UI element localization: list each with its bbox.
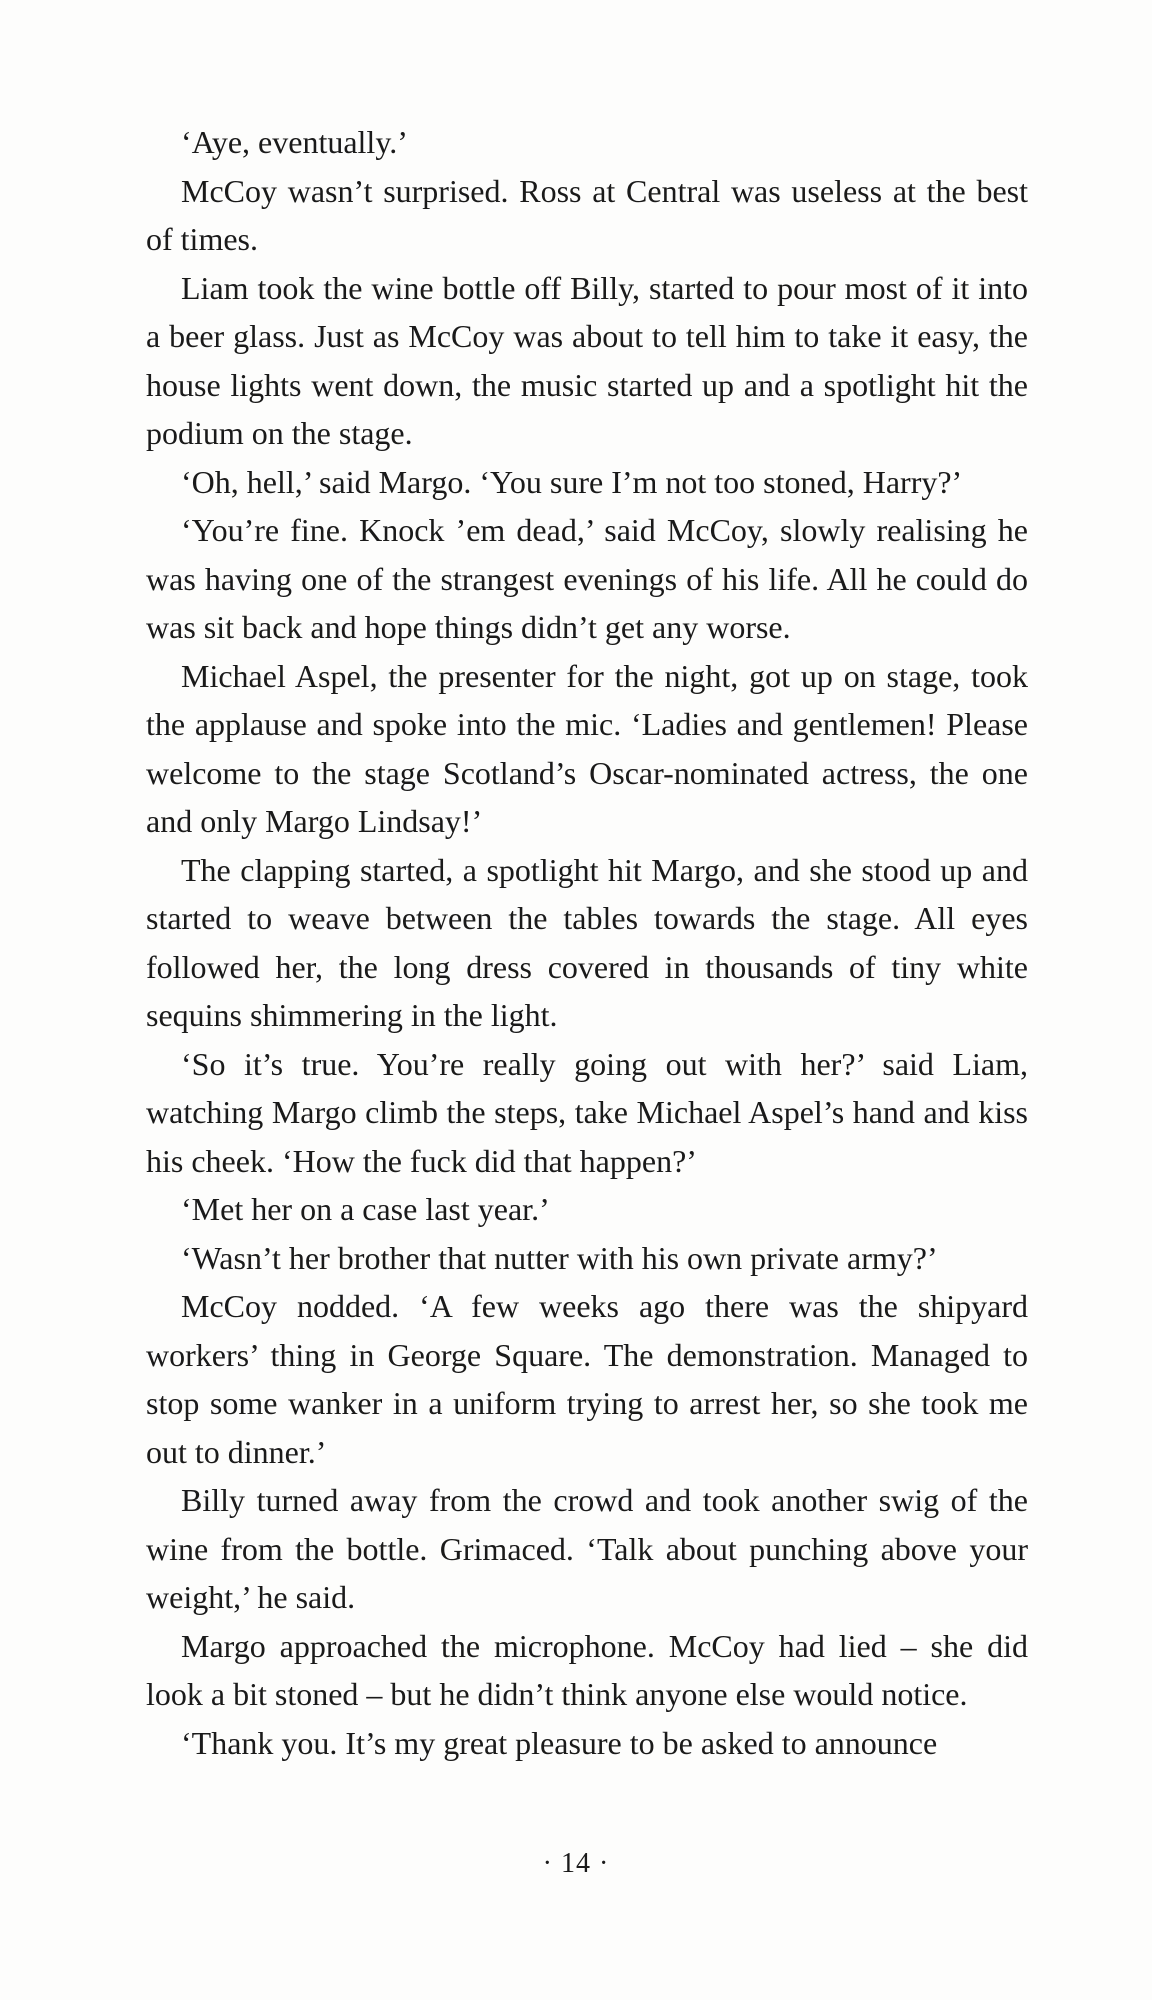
paragraph-2: McCoy wasn’t surprised. Ross at Central was useless at the best of times.: [146, 172, 1028, 257]
paragraph-10: ‘Wasn’t her brother that nutter with his own private army?’: [181, 1239, 938, 1276]
paragraph-7: The clapping started, a spotlight hit Margo, and she stood up and started to weave between the tables towards the stage. All eyes followed her, the long dress covered in thousands of tiny white sequins shimmering in the light.: [146, 851, 1028, 1033]
paragraph-8: ‘So it’s true. You’re really going out with her?’ said Liam, watching Margo climb the steps, take Michael Aspel’s hand and kiss his cheek. ‘How the fuck did that happen?’: [146, 1045, 1028, 1179]
body-text: [146, 118, 1028, 1767]
paragraph-12: Billy turned away from the crowd and took another swig of the wine from the bottle. Grimaced. ‘Talk about punching above your weight,’ he said.: [146, 1482, 1028, 1615]
paragraph-14: ‘Thank you. It’s my great pleasure to be asked to announce: [181, 1724, 938, 1761]
paragraph-6: Michael Aspel, the presenter for the night, got up on stage, took the applause and spoke into the mic. ‘Ladies and gentlemen! Please welcome to the stage Scotland’s Oscar-nominated actress, the one and only Margo Lindsay!’: [146, 657, 1028, 839]
paragraph-11: McCoy nodded. ‘A few weeks ago there was the shipyard workers’ thing in George Square. The demonstration. Managed to stop some wanker in a uniform trying to arrest her, so she took me out to dinner.’: [146, 1288, 1028, 1470]
paragraph-1: ‘Aye, eventually.’: [181, 124, 408, 160]
paragraph-9: ‘Met her on a case last year.’: [181, 1191, 550, 1227]
paragraph-5: ‘You’re fine. Knock ’em dead,’ said McCoy, slowly realising he was having one of the strangest evenings of his life. All he could do was sit back and hope things didn’t get any worse.: [146, 512, 1028, 645]
page-number: · 14 ·: [542, 1848, 610, 1879]
paragraph-3: Liam took the wine bottle off Billy, started to pour most of it into a beer glass. Just as McCoy was about to tell him to take it easy, the house lights went down, the music started up and a spotlight hit the podium on the stage.: [146, 269, 1028, 451]
paragraph-13: Margo approached the microphone. McCoy had lied – she did look a bit stoned – but he didn’t think anyone else would notice.: [146, 1627, 1028, 1712]
paragraph-4: ‘Oh, hell,’ said Margo. ‘You sure I’m not too stoned, Harry?’: [181, 463, 963, 500]
